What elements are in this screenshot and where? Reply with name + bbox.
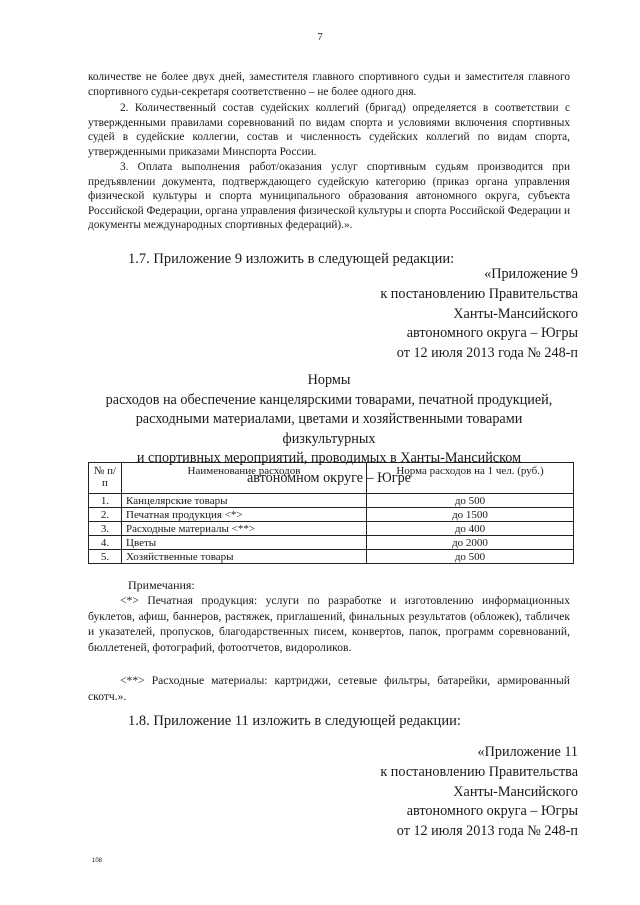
paragraph-2: 2. Количественный состав судейских коллегий (бригад) определяется в соответствии с утвержденными правилами соревнований по видам спорта и условиями включения спортивных судей в судейские коллегии, состав и численность судейских коллегий по видам спорта, утвержденными приказами Минспорта России. [88, 102, 570, 158]
paragraph-3: 3. Оплата выполнения работ/оказания услуг спортивным судьям производится при предъявлении документа, подтверждающего судейскую категорию (приказ органа управления физической культуры и спорта муниципального образования автономного округа, субъекта Российской Федерации, органа управления физической культуры и спорта Российской Федерации и документы международных спортивных федераций).». [88, 161, 570, 231]
header-norm: Норма расходов на 1 чел. (руб.) [367, 463, 574, 494]
section-1-7-heading: 1.7. Приложение 9 изложить в следующей редакции: [128, 251, 455, 267]
norms-title-line3: расходными материалами, цветами и хозяйственными товарами физкультурных [135, 411, 523, 447]
row-num: 3. [89, 522, 122, 536]
footer-code: 108 [92, 858, 103, 864]
appendix-9-line2: к постановлению Правительства [380, 285, 578, 302]
appendix-11-line3: Ханты-Мансийского [453, 783, 578, 800]
page-number: 7 [317, 31, 323, 43]
note-1: <*> Печатная продукция: услуги по разработке и изготовлению информационных буклетов, афиш, баннеров, растяжек, приглашений, финальных результатов (обложек), табличек и указателей, пропусков, благодарственных писем, конвертов, папок, программ соревнований, бюллетеней, фотографий, фотоотчетов, видороликов. [88, 594, 570, 655]
table-row [89, 494, 574, 508]
row-num: 2. [89, 508, 122, 522]
norms-title-line1: Нормы [307, 372, 351, 388]
appendix-9-line1: «Приложение 9 [484, 266, 578, 282]
row-name: Цветы [122, 536, 367, 550]
norms-title-line2: расходов на обеспечение канцелярскими товарами, печатной продукцией, [105, 391, 553, 408]
row-norm: до 400 [367, 522, 574, 536]
row-num: 5. [89, 550, 122, 564]
table-header-row [89, 463, 574, 494]
table-row [89, 550, 574, 564]
row-name: Канцелярские товары [122, 494, 367, 508]
appendix-11-line4: автономного округа – Югры [406, 803, 578, 820]
appendix-11-block [380, 743, 578, 842]
notes-title: Примечания: [128, 578, 195, 592]
header-name: Наименование расходов [122, 463, 367, 494]
header-num: № п/п [89, 463, 122, 494]
row-norm: до 500 [367, 494, 574, 508]
row-num: 4. [89, 536, 122, 550]
row-norm: до 2000 [367, 536, 574, 550]
norms-table [88, 462, 574, 564]
appendix-9-line4: автономного округа – Югры [406, 325, 578, 342]
note-2: <**> Расходные материалы: картриджи, сетевые фильтры, батарейки, армированный скотч.». [88, 674, 570, 703]
paragraph-continuation: количестве не более двух дней, заместителя главного спортивного судьи и заместителя главного спортивного судьи-секретаря соответственно – не более одного дня. [88, 71, 570, 98]
row-name: Печатная продукция <*> [122, 508, 367, 522]
appendix-9-block [380, 265, 578, 364]
row-norm: до 500 [367, 550, 574, 564]
norms-title-line4: и спортивных мероприятий, проводимых в Ханты-Мансийском [136, 450, 522, 466]
table-row [89, 536, 574, 550]
section-1-8-heading: 1.8. Приложение 11 изложить в следующей редакции: [128, 713, 461, 729]
row-num: 1. [89, 494, 122, 508]
row-name: Хозяйственные товары [122, 550, 367, 564]
table-row [89, 522, 574, 536]
norms-title-line5: автономном округе – Югре [247, 469, 411, 486]
appendix-9-line5: от 12 июля 2013 года № 248-п [396, 345, 578, 362]
row-name: Расходные материалы <**> [122, 522, 367, 536]
appendix-11-line5: от 12 июля 2013 года № 248-п [396, 823, 578, 840]
appendix-11-line2: к постановлению Правительства [380, 763, 578, 780]
appendix-9-line3: Ханты-Мансийского [453, 305, 578, 322]
table-row [89, 508, 574, 522]
row-norm: до 1500 [367, 508, 574, 522]
appendix-11-line1: «Приложение 11 [477, 744, 578, 760]
